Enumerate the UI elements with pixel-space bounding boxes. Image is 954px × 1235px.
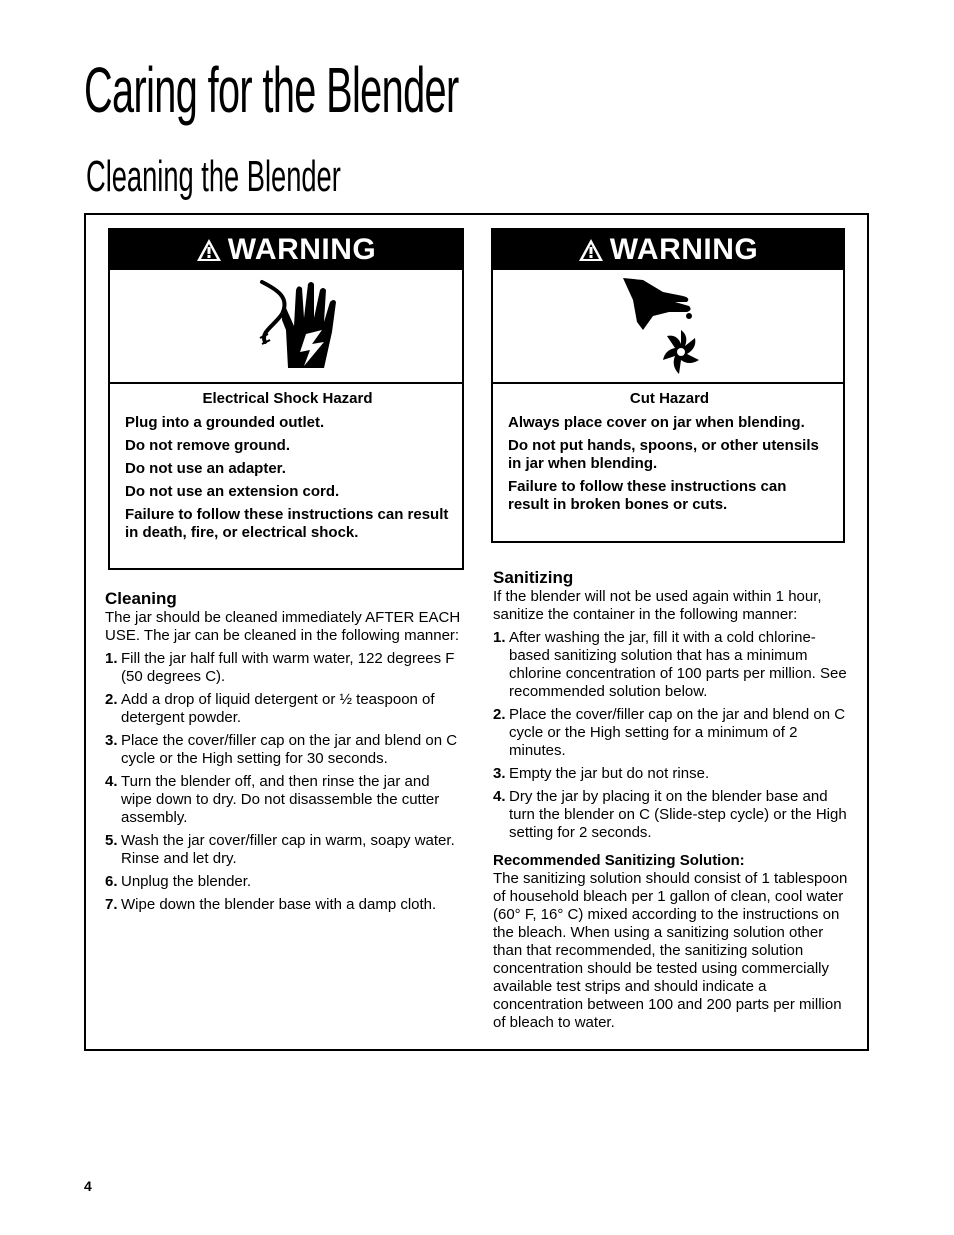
warning-line: Do not remove ground. (125, 437, 290, 454)
step-text: Place the cover/filler cap on the jar and blend on C cycle or the High setting for a minimum of 2 minutes. (509, 706, 846, 759)
list-item (105, 896, 461, 914)
list-item (105, 691, 461, 727)
step-number: 2. (105, 691, 118, 708)
list-item (105, 873, 461, 891)
step-text: Place the cover/filler cap on the jar and blend on C cycle or the High setting for 30 seconds. (121, 732, 458, 767)
step-number: 1. (105, 650, 118, 667)
hazard-title: Cut Hazard (629, 390, 710, 407)
step-number: 3. (493, 765, 506, 782)
list-item (493, 788, 848, 842)
step-text: Empty the jar but do not rinse. (509, 765, 710, 782)
step-number: 4. (105, 773, 118, 790)
step-number: 7. (105, 896, 118, 913)
warning-header (493, 230, 843, 270)
warning-line: Always place cover on jar when blending. (508, 414, 805, 431)
list-item (105, 773, 461, 827)
step-text: Fill the jar half full with warm water, 122 degrees F (50 degrees C). (121, 650, 455, 685)
warning-line: Plug into a grounded outlet. (125, 414, 325, 431)
step-text: Add a drop of liquid detergent or ½ teaspoon of detergent powder. (121, 691, 435, 726)
sanitizing-intro: If the blender will not be used again within 1 hour, sanitize the container in the following manner: (493, 588, 822, 623)
step-text: Wash the jar cover/filler cap in warm, soapy water. Rinse and let dry. (121, 832, 455, 867)
cleaning-steps (105, 650, 461, 914)
step-text: Wipe down the blender base with a damp cloth. (121, 896, 437, 913)
step-number: 2. (493, 706, 506, 723)
cut-hazard-icon (493, 270, 843, 384)
list-item (105, 732, 461, 768)
warning-triangle-icon (578, 238, 604, 262)
warning-line: Do not use an adapter. (125, 460, 286, 477)
warning-line: Do not use an extension cord. (125, 483, 340, 500)
electrical-shock-icon (110, 270, 462, 384)
cleaning-section (105, 589, 461, 919)
step-number: 5. (105, 832, 118, 849)
step-text: After washing the jar, fill it with a cold chlorine-based sanitizing solution that has a minimum chlorine concentration of 100 parts per million. See recommended solution below. (509, 629, 847, 700)
list-item (105, 832, 461, 868)
step-number: 6. (105, 873, 118, 890)
step-number: 3. (105, 732, 118, 749)
warning-triangle-icon (196, 238, 222, 262)
step-text: Unplug the blender. (121, 873, 252, 890)
warning-label: WARNING (609, 233, 759, 266)
warning-line: Do not put hands, spoons, or other utensils in jar when blending. (508, 437, 819, 472)
step-number: 1. (493, 629, 506, 646)
list-item (493, 706, 848, 760)
list-item (493, 629, 848, 701)
list-item (493, 765, 848, 783)
step-text: Turn the blender off, and then rinse the jar and wipe down to dry. Do not disassemble the cutter assembly. (121, 773, 440, 826)
warning-box-electrical (108, 228, 464, 570)
warning-box-cut (491, 228, 845, 543)
page-number: 4 (84, 1178, 92, 1194)
warning-line: Failure to follow these instructions can result in broken bones or cuts. (508, 478, 787, 513)
cleaning-heading: Cleaning (105, 589, 177, 608)
sanitizing-section (493, 568, 848, 1032)
list-item (105, 650, 461, 686)
recommended-text: The sanitizing solution should consist of 1 tablespoon of household bleach per 1 gallon of clean, cool water (60° F, 16° C) mixed according to the instructions on the bleach. When using a sanitizing solution other than that recommended, the sanitizing solution concentration should be tested using commercially available test strips and should indicate a concentration between 100 and 200 parts per million of bleach to water. (493, 870, 848, 1031)
step-text: Dry the jar by placing it on the blender base and turn the blender on C (Slide-step cycle) or the High setting for 2 seconds. (509, 788, 847, 841)
warning-line: Failure to follow these instructions can result in death, fire, or electrical shock. (125, 506, 449, 541)
page-title: Caring for the Blender (84, 54, 459, 126)
step-number: 4. (493, 788, 506, 805)
sanitizing-heading: Sanitizing (493, 568, 574, 587)
hazard-title: Electrical Shock Hazard (202, 390, 373, 407)
cleaning-intro: The jar should be cleaned immediately AFTER EACH USE. The jar can be cleaned in the following manner: (105, 609, 461, 644)
section-title: Cleaning the Blender (86, 152, 341, 201)
warning-header (110, 230, 462, 270)
warning-label: WARNING (227, 233, 377, 266)
sanitizing-steps (493, 629, 848, 842)
recommended-heading: Recommended Sanitizing Solution: (493, 852, 745, 869)
